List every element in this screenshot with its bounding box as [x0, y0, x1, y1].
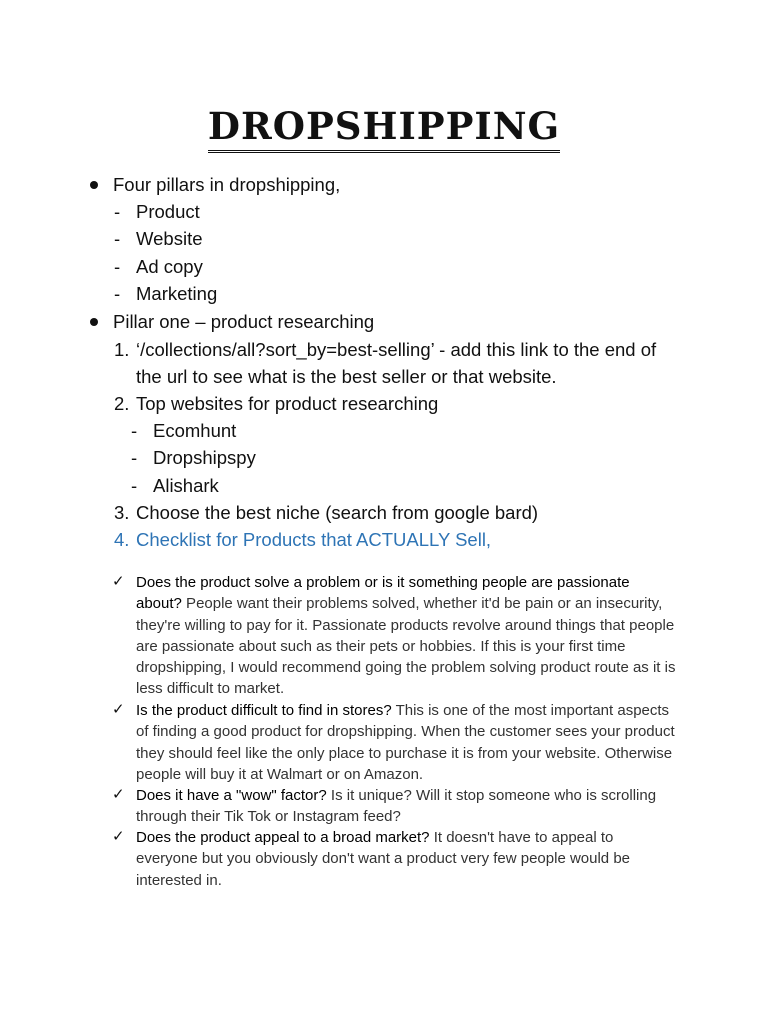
pillar-item: Marketing [136, 283, 218, 304]
checklist-item-body: Is it unique? Will it stop someone who is scrolling through their Tik Tok or Instagram feed? [136, 787, 657, 826]
bullet-pillar-one: Pillar one – product researching [113, 311, 375, 332]
numbered-item-top-websites: Top websites for product researching [136, 393, 439, 414]
pillar-item: Ad copy [136, 256, 203, 277]
checklist-item-heading: Does the product solve a problem or is it something people are passionate about? [136, 574, 630, 613]
checklist-item-body: It doesn't have to appeal to everyone but you obviously don't want a product very few people would be interested in. [136, 829, 631, 889]
checklist-item-heading: Is the product difficult to find in stores? [136, 702, 392, 719]
bullet-four-pillars: Four pillars in dropshipping, [113, 174, 341, 195]
numbered-item-url-tip: ‘/collections/all?sort_by=best-selling’ - add this link to the end of [136, 339, 657, 360]
dash-marker: - [114, 256, 121, 277]
numbered-item-best-niche: Choose the best niche (search from google bard) [136, 502, 539, 523]
numbered-item-url-tip-cont: the url to see what is the best seller or that website. [136, 366, 557, 387]
checklist-item [136, 572, 676, 700]
checklist-item [136, 785, 676, 828]
dash-marker: - [131, 420, 138, 441]
list-number: 4. [114, 529, 130, 550]
checkmark-icon: ✓ [112, 786, 125, 803]
list-number: 2. [114, 393, 130, 414]
checklist-item-heading: Does the product appeal to a broad market? [136, 829, 430, 846]
dash-marker: - [131, 447, 138, 468]
pillar-item: Website [136, 228, 203, 249]
checkmark-icon: ✓ [112, 573, 125, 590]
checklist-item [136, 700, 676, 785]
numbered-item-checklist-heading: Checklist for Products that ACTUALLY Sell, [136, 529, 492, 550]
website-item: Dropshipspy [153, 447, 256, 468]
checklist-item-body: This is one of the most important aspects of finding a good product for dropshipping. When the customer sees your product they should feel like the only place to purchase it is from your website. Otherwise people will buy it at Walmart or on Amazon. [136, 702, 675, 783]
dash-marker: - [114, 201, 121, 222]
checklist-item-body: People want their problems solved, whether it'd be pain or an insecurity, they're willing to pay for it. Passionate products revolve around things that people are passionate about such as their pets or hobbies. If this is your first time dropshipping, I would recommend going the problem solving product route as it is less difficult to market. [136, 595, 676, 698]
checklist-item [136, 827, 676, 891]
pillar-item: Product [136, 201, 200, 222]
bullet-dot [90, 181, 98, 189]
list-number: 1. [114, 339, 130, 360]
bullet-dot [90, 318, 98, 326]
checklist-item-heading: Does it have a "wow" factor? [136, 787, 327, 804]
dash-marker: - [131, 475, 138, 496]
list-number: 3. [114, 502, 130, 523]
dash-marker: - [114, 283, 121, 304]
document-title: DROPSHIPPING [0, 104, 768, 153]
checkmark-icon: ✓ [112, 828, 125, 845]
checkmark-icon: ✓ [112, 701, 125, 718]
website-item: Ecomhunt [153, 420, 237, 441]
website-item: Alishark [153, 475, 219, 496]
dash-marker: - [114, 228, 121, 249]
